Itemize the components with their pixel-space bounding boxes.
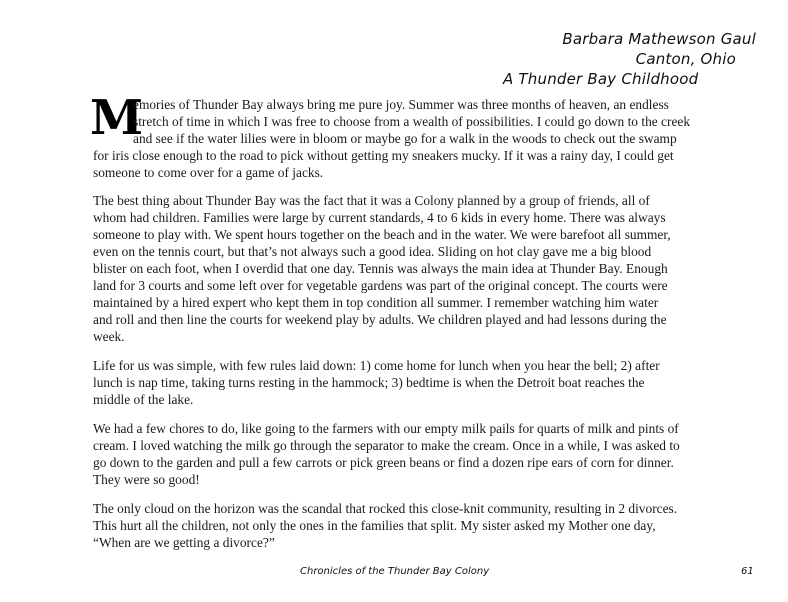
text-line: “When are we getting a divorce?” <box>93 535 275 550</box>
footer-book-title: Chronicles of the Thunder Bay Colony <box>300 566 490 577</box>
text-line: go down to the garden and pull a few carrots or pick green beans or find a dozen ripe ears of corn for dinner. <box>93 455 674 470</box>
text-line: even on the tennis court, but that’s not always such a good idea. Sliding on hot clay gave me a big blood <box>93 244 652 259</box>
text-line: The best thing about Thunder Bay was the fact that it was a Colony planned by a group of friends, all of <box>93 193 650 208</box>
author-location: Canton, Ohio <box>635 50 736 68</box>
text-line: someone to play with. We spent hours together on the beach and in the water. We were barefoot all summer, <box>93 227 671 242</box>
text-line: This hurt all the children, not only the ones in the families that split. My sister asked my Mother one day, <box>93 518 656 533</box>
text-line: and roll and then line the courts for weekend play by adults. We children played and had lessons during the <box>93 312 667 327</box>
text-line: emories of Thunder Bay always bring me pure joy. Summer was three months of heaven, an endless <box>133 97 669 112</box>
text-line: maintained by a hired expert who kept them in top condition all summer. I remember watching him water <box>93 295 659 310</box>
drop-cap: M <box>90 90 144 146</box>
text-line: week. <box>93 329 125 344</box>
text-line: someone to come over for a game of jacks. <box>93 165 324 180</box>
text-line: Life for us was simple, with few rules laid down: 1) come home for lunch when you hear the bell; 2) after <box>93 358 660 373</box>
text-line: The only cloud on the horizon was the scandal that rocked this close-knit community, resulting in 2 divorces. <box>93 501 678 516</box>
page-number: 61 <box>741 566 754 577</box>
text-line: land for 3 courts and some left over for vegetable gardens was part of the original concept. The courts were <box>93 278 668 293</box>
text-line: blister on each foot, when I overdid that one day. Tennis was always the main idea at Thunder Bay. Enough <box>93 261 668 276</box>
text-line: for iris close enough to the road to pick without getting my sneakers mucky. If it was a rainy day, I could get <box>93 148 674 163</box>
story-title: A Thunder Bay Childhood <box>503 70 699 88</box>
text-line: stretch of time in which I was free to choose from a wealth of possibilities. I could go down to the creek <box>133 114 691 129</box>
text-line: lunch is nap time, taking turns resting in the hammock; 3) bedtime is when the Detroit boat reaches the <box>93 375 645 390</box>
author-name: Barbara Mathewson Gaul <box>562 30 756 48</box>
text-line: We had a few chores to do, like going to the farmers with our empty milk pails for quarts of milk and pints of <box>93 421 679 436</box>
text-line: middle of the lake. <box>93 392 194 407</box>
text-line: whom had children. Families were large by current standards, 4 to 6 kids in every home. There was always <box>93 210 666 225</box>
text-line: cream. I loved watching the milk go through the separator to make the cream. Once in a while, I was asked to <box>93 438 680 453</box>
text-line: and see if the water lilies were in bloom or maybe go for a walk in the woods to check out the swamp <box>133 131 677 146</box>
text-line: They were so good! <box>93 472 200 487</box>
